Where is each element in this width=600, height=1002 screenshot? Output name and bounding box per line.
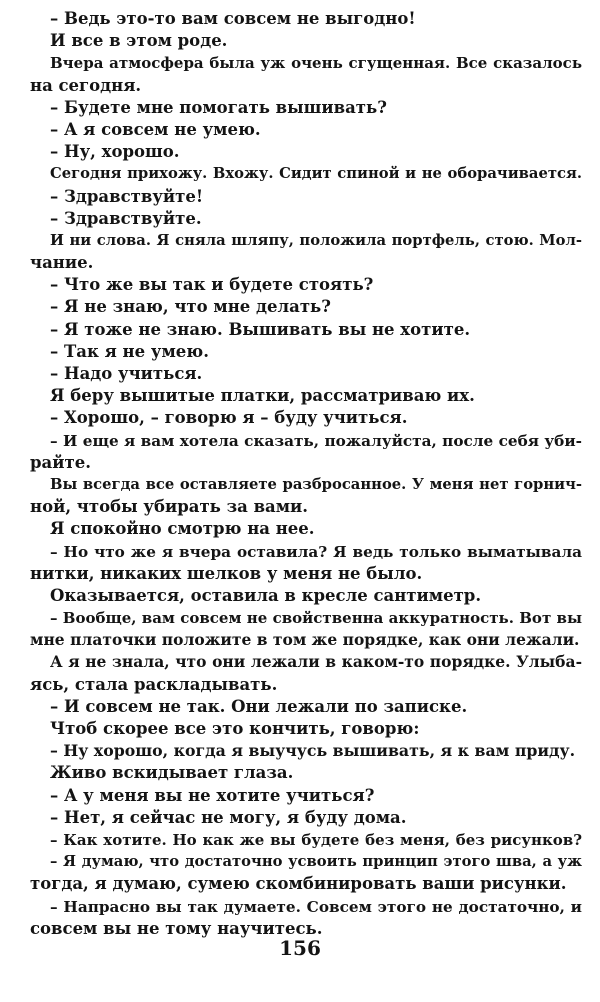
text-line: – Будете мне помогать вышивать? xyxy=(50,97,387,117)
text-line: – Ну хорошо, когда я выучусь вышивать, я к вам приду. xyxy=(50,741,576,761)
text-line: – Нет, я сейчас не могу, я буду дома. xyxy=(50,807,407,827)
text-line: мне платочки положите в том же порядке, как они лежали. xyxy=(30,630,580,650)
text-line: – Здравствуйте. xyxy=(50,208,202,228)
text-line: Вы всегда все оставляете разбросанное. У меня нет горнич- xyxy=(50,475,582,493)
text-line: – Я тоже не знаю. Вышивать вы не хотите. xyxy=(50,319,471,339)
text-line: – И еще я вам хотела сказать, пожалуйста, после себя уби- xyxy=(50,431,582,450)
text-line: чание. xyxy=(30,253,94,273)
text-line: Я беру вышитые платки, рассматриваю их. xyxy=(50,386,475,406)
text-line: – Вообще, вам совсем не свойственна аккуратность. Вот вы xyxy=(50,609,582,628)
text-line: – Ну, хорошо. xyxy=(50,142,180,162)
text-line: совсем вы не тому научитесь. xyxy=(30,918,323,938)
text-line: – Напрасно вы так думаете. Совсем этого не достаточно, и xyxy=(50,897,582,916)
text-line: ясь, стала раскладывать. xyxy=(30,674,278,694)
text-line: Сегодня прихожу. Вхожу. Сидит спиной и не оборачивается. xyxy=(50,165,582,183)
text-line: нитки, никаких шелков у меня не было. xyxy=(30,563,423,583)
text-line: Оказывается, оставила в кресле сантиметр. xyxy=(50,585,482,605)
text-line: Живо вскидывает глаза. xyxy=(50,763,294,783)
text-line: ной, чтобы убирать за вами. xyxy=(30,497,309,517)
text-line: – А я совсем не умею. xyxy=(50,119,261,139)
text-line: – И совсем не так. Они лежали по записке. xyxy=(50,696,468,716)
text-line: на сегодня. xyxy=(30,75,142,95)
page-body-text xyxy=(30,8,582,940)
text-line: – Я не знаю, что мне делать? xyxy=(50,297,331,317)
text-line: Чтоб скорее все это кончить, говорю: xyxy=(50,719,420,738)
text-line: И ни слова. Я сняла шляпу, положила портфель, стою. Мол- xyxy=(50,231,582,249)
text-line: – Здравствуйте! xyxy=(50,186,204,206)
text-line: – Хорошо, – говорю я – буду учиться. xyxy=(50,408,408,428)
page-number: 156 xyxy=(279,936,321,960)
text-line: – Ведь это-то вам совсем не выгодно! xyxy=(50,9,416,28)
text-line: Я спокойно смотрю на нее. xyxy=(50,519,315,539)
text-line: тогда, я думаю, сумею скомбинировать ваши рисунки. xyxy=(30,874,567,894)
text-line: – Как хотите. Но как же вы будете без меня, без рисунков? xyxy=(50,830,582,849)
text-line: – Что же вы так и будете стоять? xyxy=(50,275,374,295)
text-line: – Я думаю, что достаточно усвоить принцип этого шва, а уж xyxy=(50,853,582,871)
text-line: А я не знала, что они лежали в каком-то порядке. Улыба- xyxy=(50,652,582,672)
text-line: – Надо учиться. xyxy=(50,364,203,383)
text-line: И все в этом роде. xyxy=(50,31,228,51)
text-line: – Так я не умею. xyxy=(50,341,209,361)
text-line: – А у меня вы не хотите учиться? xyxy=(50,785,375,805)
text-line: Вчера атмосфера была уж очень сгущенная. Все сказалось xyxy=(50,54,582,73)
text-line: райте. xyxy=(30,452,91,472)
text-line: – Но что же я вчера оставила? Я ведь только выматывала xyxy=(50,542,582,561)
